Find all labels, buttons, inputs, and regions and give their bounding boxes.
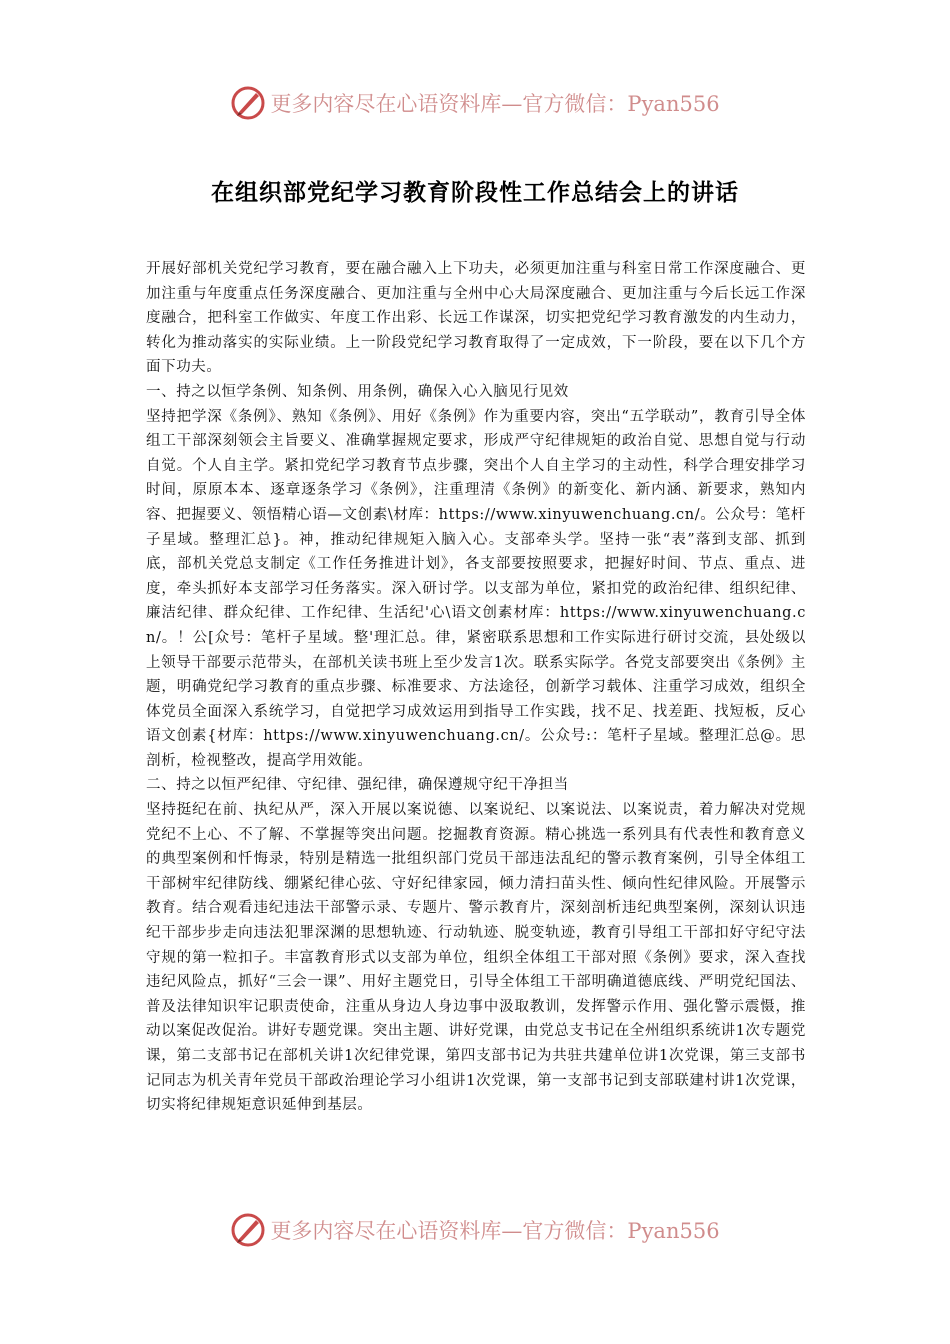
page-title: 在组织部党纪学习教育阶段性工作总结会上的讲话 bbox=[211, 180, 739, 206]
pen-logo-icon bbox=[230, 85, 266, 121]
paragraph-section-1: 坚持把学深《条例》、熟知《条例》、用好《条例》作为重要内容，突出“五学联动”，教育引导全体组工干部深刻领会主旨要义、准确掌握规定要求，形成严守纪律规矩的政治自觉、思想自觉与行动自觉。个人自主学。紧扣党纪学习教育节点步骤，突出个人自主学习的主动性，科学合理安排学习时间，原原本本、逐章逐条学习《条例》，注重理清《条例》的新变化、新内涵、新要求，熟知内容、把握要义、领悟精心语—文创素\材库：https://www.xinyuwenchuang.cn/。公众号：笔杆子星域。整理汇总}。神，推动纪律规矩入脑入心。支部牵头学。坚持一张“表”落到支部、抓到底，部机关党总支制定《工作任务推进计划》，各支部要按照要求，把握好时间、节点、重点、进度，牵头抓好本支部学习任务落实。深入研讨学。以支部为单位，紧扣党的政治纪律、组织纪律、廉洁纪律、群众纪律、工作纪律、生活纪'心\语文创素材库：https://www.xinyuwenchuang.cn/。！公[众号：笔杆子星域。整'理汇总。律，紧密联系思想和工作实际进行研讨交流，县处级以上领导干部要示范带头，在部机关读书班上至少发言1次。联系实际学。各党支部要突出《条例》主题，明确党纪学习教育的重点步骤、标准要求、方法途径，创新学习载体、注重学习成效，组织全体党员全面深入系统学习，自觉把学习成效运用到指导工作实践，找不足、找差距、找短板，反心语文创素{材库：https://www.xinyuwenchuang.cn/。公众号:：笔杆子星域。整理汇总@。思剖析，检视整改，提高学用效能。 bbox=[146, 408, 806, 769]
document-body bbox=[146, 257, 806, 1118]
section-heading-2: 二、持之以恒严纪律、守纪律、强纪律，确保遵规守纪干净担当 bbox=[146, 777, 569, 794]
watermark-banner-top bbox=[0, 83, 950, 123]
paragraph-intro: 开展好部机关党纪学习教育，要在融合融入上下功夫，必须更加注重与科室日常工作深度融合、更加注重与年度重点任务深度融合、更加注重与全州中心大局深度融合、更加注重与今后长远工作深度融合，把科室工作做实、年度工作出彩、长远工作谋深，切实把党纪学习教育激发的内生动力，转化为推动落实的实际业绩。上一阶段党纪学习教育取得了一定成效，下一阶段，要在以下几个方面下功夫。 bbox=[146, 261, 806, 376]
watermark-text: 更多内容尽在心语资料库—官方微信：Pyan556 bbox=[270, 92, 720, 116]
watermark-text: 更多内容尽在心语资料库—官方微信：Pyan556 bbox=[270, 1219, 720, 1243]
section-heading-1: 一、持之以恒学条例、知条例、用条例，确保入心入脑见行见效 bbox=[146, 383, 569, 400]
paragraph-section-2: 坚持挺纪在前、执纪从严，深入开展以案说德、以案说纪、以案说法、以案说责，着力解决对党规党纪不上心、不了解、不掌握等突出问题。挖掘教育资源。精心挑选一系列具有代表性和教育意义的典型案例和忏悔录，特别是精选一批组织部门党员干部违法乱纪的警示教育案例，引导全体组工干部树牢纪律防线、绷紧纪律心弦、守好纪律家园，倾力清扫苗头性、倾向性纪律风险。开展警示教育。结合观看违纪违法干部警示录、专题片、警示教育片，深刻剖析违纪典型案例，深刻认识违纪干部步步走向违法犯罪深渊的思想轨迹、行动轨迹、脱变轨迹，教育引导组工干部扣好守纪守法守规的第一粒扣子。丰富教育形式以支部为单位，组织全体组工干部对照《条例》要求，深入查找违纪风险点，抓好“三会一课”、用好主题党日，引导全体组工干部明确道德底线、严明党纪国法、普及法律知识牢记职责使命，注重从身边人身边事中汲取教训，发挥警示作用、强化警示震慑，推动以案促改促治。讲好专题党课。突出主题、讲好党课，由党总支书记在全州组织系统讲1次专题党课，第二支部书记在部机关讲1次纪律党课，第四支部书记为共驻共建单位讲1次党课，第三支部书记同志为机关青年党员干部政治理论学习小组讲1次党课，第一支部书记到支部联建村讲1次党课，切实将纪律规矩意识延伸到基层。 bbox=[146, 802, 806, 1114]
pen-logo-icon bbox=[230, 1212, 266, 1248]
watermark-banner-bottom bbox=[0, 1210, 950, 1250]
